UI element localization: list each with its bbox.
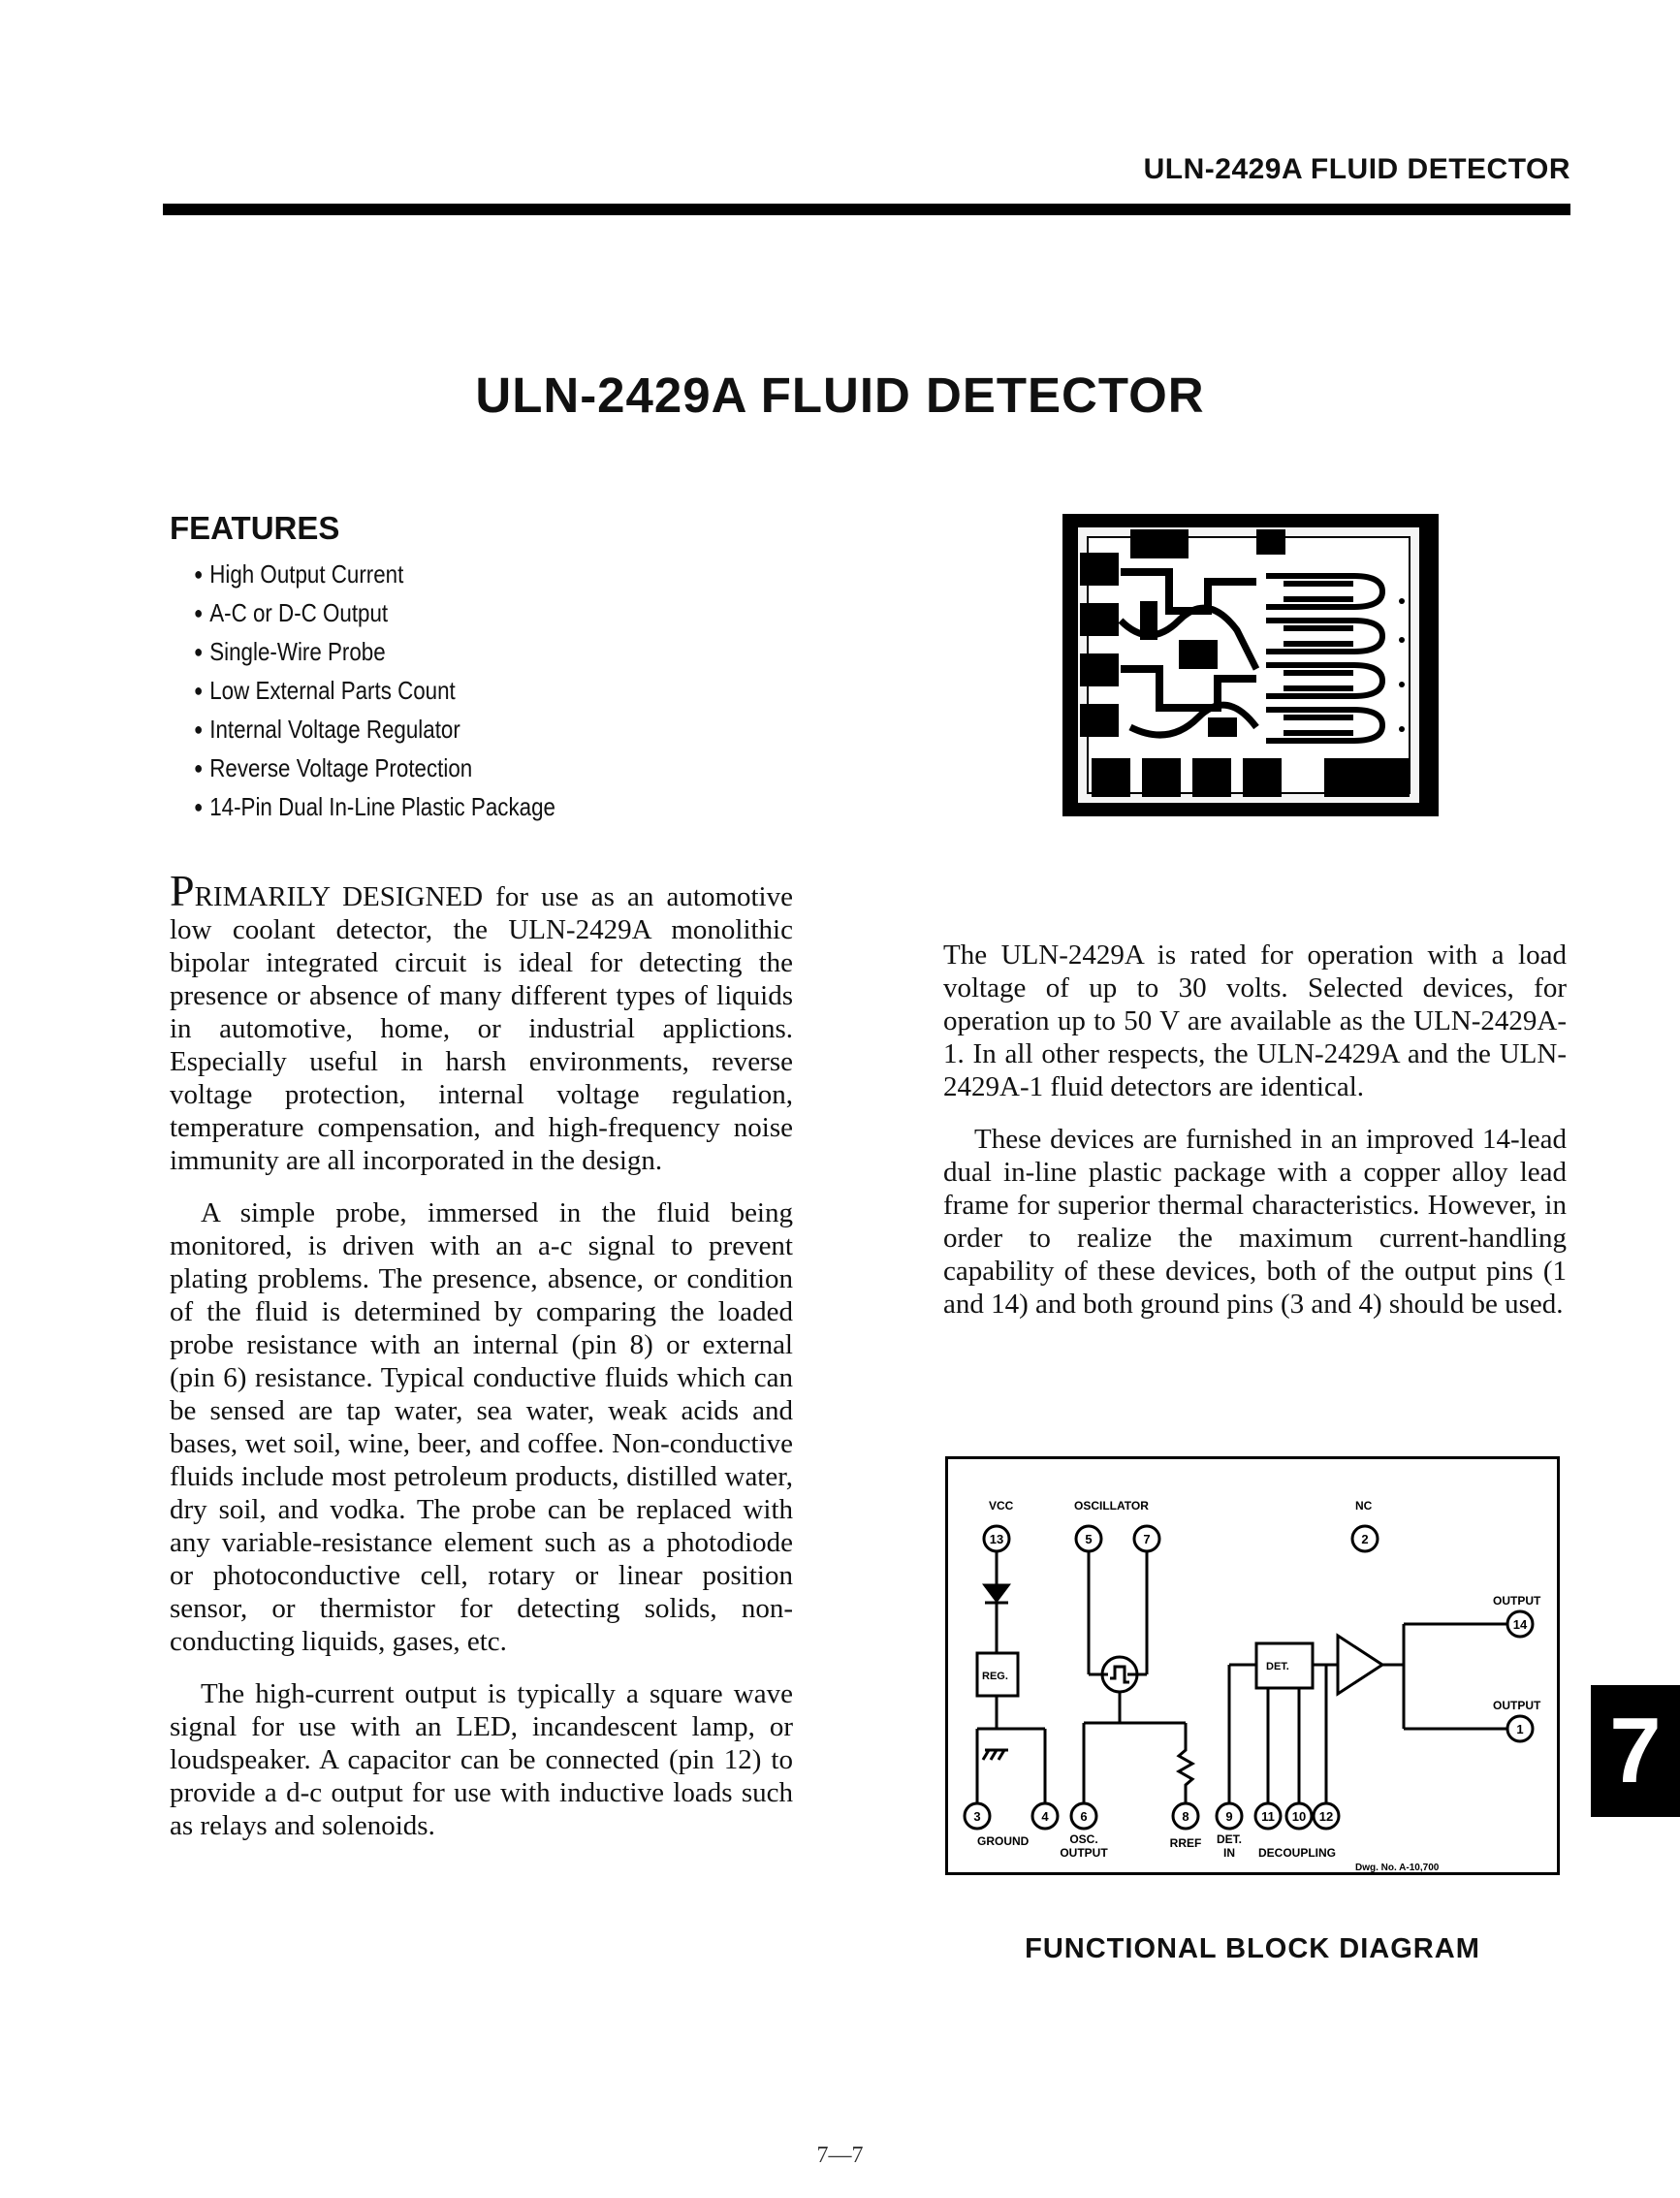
pin-label: 14 (1512, 1617, 1528, 1632)
pin-label: 13 (989, 1532, 1004, 1546)
feature-item: ● Low External Parts Count (194, 671, 555, 710)
pin-label: 4 (1041, 1809, 1049, 1824)
functional-block-diagram (945, 1456, 1560, 1875)
det-in-label: DET. (1216, 1832, 1243, 1846)
rating-paragraph: The ULN-2429A is rated for operation with a load voltage of up to 30 volts. Selected devices, for operation up to 50 V are available as the ULN-2429A-1. In all other respects, the ULN-2429A and the ULN-2429A-1 fluid detectors are identical. (943, 940, 1567, 1102)
intro-paragraph (170, 866, 793, 1177)
drop-cap: P (170, 866, 195, 915)
rref-label: RREF (1169, 1836, 1202, 1850)
det-in-label: IN (1223, 1846, 1235, 1860)
detector-label: DET. (1266, 1661, 1289, 1672)
page-number: 7—7 (816, 2143, 864, 2168)
feature-item: ● Single-Wire Probe (194, 632, 555, 671)
nc-label: NC (1355, 1499, 1373, 1513)
page-title: ULN-2429A FLUID DETECTOR (475, 367, 1205, 423)
diagram-caption: FUNCTIONAL BLOCK DIAGRAM (1025, 1933, 1480, 1964)
osc-output-label: OUTPUT (1060, 1846, 1108, 1860)
header-rule (163, 204, 1570, 215)
right-text-column (943, 939, 1567, 1340)
output-paragraph: The high-current output is typically a square wave signal for use with an LED, incandescent lamp, or loudspeaker. A capacitor can be connected (pin 12) to provide a d-c output for use with inductive loads such as relays and solenoids. (170, 1678, 793, 1841)
features-heading: FEATURES (170, 510, 340, 546)
pin-label: 7 (1143, 1532, 1151, 1546)
package-paragraph: These devices are furnished in an improved 14-lead dual in-line plastic package with a copper alloy lead frame for superior thermal characteristics. However, in order to realize the maximum current-handling capability of these devices, both of the output pins (1 and 14) and both ground pins (3 and 4) should be used. (943, 1124, 1567, 1320)
feature-item: ● A-C or D-C Output (194, 593, 555, 632)
regulator-label: REG. (982, 1671, 1008, 1682)
pin-label: 10 (1291, 1809, 1307, 1824)
oscillator-label: OSCILLATOR (1074, 1499, 1149, 1513)
feature-item: ● 14-Pin Dual In-Line Plastic Package (194, 787, 555, 826)
decoupling-label: DECOUPLING (1257, 1846, 1337, 1860)
die-photo-graphic (1062, 514, 1439, 816)
pin-label: 6 (1080, 1809, 1088, 1824)
pin-label: 1 (1516, 1722, 1524, 1736)
running-header: ULN-2429A FLUID DETECTOR (1143, 153, 1570, 185)
section-tab: 7 (1591, 1685, 1680, 1817)
feature-item: ● Internal Voltage Regulator (194, 710, 555, 749)
pin-label: 2 (1361, 1532, 1369, 1546)
drawing-number: Dwg. No. A-10,700 (1355, 1863, 1440, 1872)
pin-label: 5 (1085, 1532, 1093, 1546)
pin-label: 8 (1182, 1809, 1189, 1824)
pin-label: 3 (973, 1809, 981, 1824)
osc-output-label: OSC. (1069, 1832, 1098, 1846)
die-photograph (1062, 514, 1439, 816)
feature-item: ● Reverse Voltage Protection (194, 749, 555, 787)
ground-label: GROUND (977, 1834, 1030, 1848)
vcc-label: VCC (989, 1499, 1014, 1513)
pin-label: 12 (1318, 1809, 1334, 1824)
left-text-column (170, 866, 793, 1862)
output-label: OUTPUT (1493, 1594, 1541, 1608)
block-diagram-graphic (948, 1459, 1557, 1872)
intro-paragraph-text: RIMARILY DESIGNED for use as an automotive low coolant detector, the ULN-2429A monolithic bipolar integrated circuit is ideal for detecting the presence or absence of many different types of liquids in automotive, home, or industrial applictions. Especially useful in harsh environments, reverse voltage protection, internal voltage regulation, temperature compensation, and high-frequency noise immunity are all incorporated in the design. (170, 881, 793, 1176)
pin-label: 9 (1225, 1809, 1233, 1824)
output-label: OUTPUT (1493, 1699, 1541, 1712)
pin-label: 11 (1261, 1809, 1275, 1824)
probe-paragraph: A simple probe, immersed in the fluid being monitored, is driven with an a-c signal to prevent plating problems. The presence, absence, or condition of the fluid is determined by comparing the loaded probe resistance with an internal (pin 8) or external (pin 6) resistance. Typical conductive fluids which can be sensed are tap water, sea water, weak acids and bases, wet soil, wine, beer, and coffee. Non-conductive fluids include most petroleum products, distilled water, dry soil, and vodka. The probe can be replaced with any variable-resistance element such as a photodiode or photoconductive cell, rotary or linear position sensor, or thermistor for detecting solids, non-conducting liquids, gases, etc. (170, 1197, 793, 1657)
features-list (194, 555, 555, 826)
feature-item: ● High Output Current (194, 555, 555, 593)
